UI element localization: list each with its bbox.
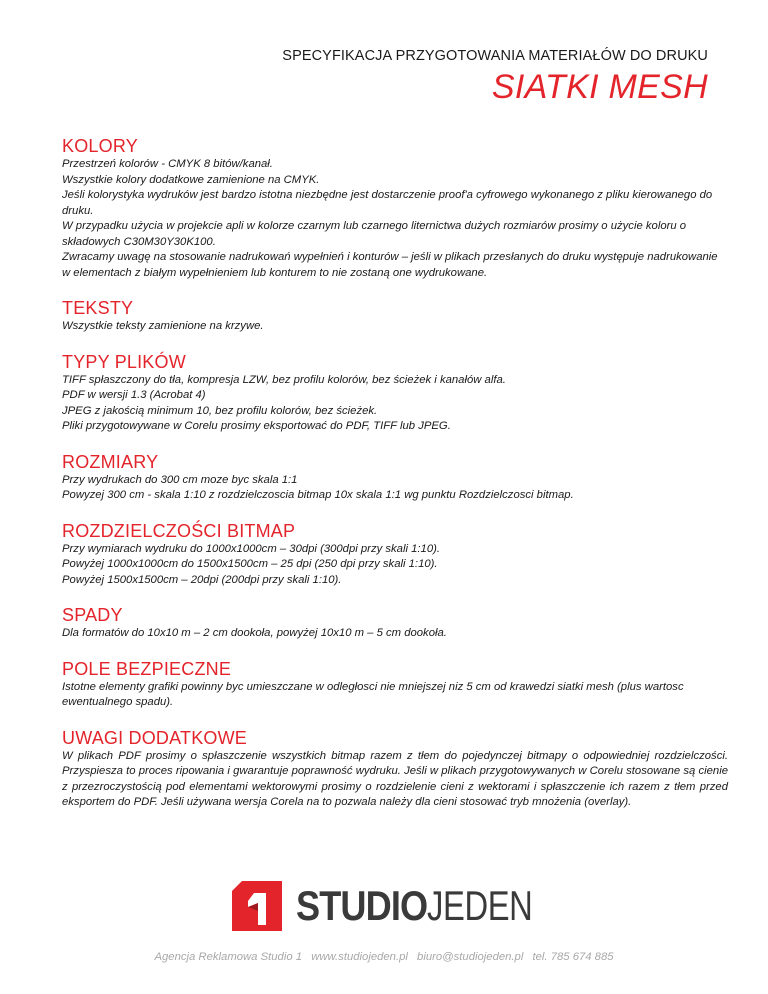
- section-typy-plikow: [62, 351, 728, 435]
- section-heading: ROZMIARY: [62, 451, 159, 472]
- studio-jeden-logo: [232, 881, 562, 931]
- section-line: Powyzej 300 cm - skala 1:10 z rozdzielczoscia bitmap 10x skala 1:1 wg punktu Rozdzielczosci bitmap.: [62, 489, 574, 501]
- section-heading: KOLORY: [62, 136, 138, 156]
- document-footer: [0, 951, 768, 963]
- footer-email[interactable]: biuro@studiojeden.pl: [417, 951, 524, 963]
- section-line: Istotne elementy grafiki powinny byc umieszczane w odległosci nie mniejszej niz 5 cm od krawedzi siatki mesh (plus wartosc ewentualnego spadu).: [62, 680, 684, 708]
- section-uwagi-dodatkowe: [62, 727, 728, 811]
- section-kolory: [62, 135, 728, 281]
- logo-word-studio: STUDIO: [296, 882, 428, 929]
- section-heading: SPADY: [62, 605, 123, 625]
- document-header: [282, 0, 708, 106]
- section-heading: ROZDZIELCZOŚCI BITMAP: [62, 520, 296, 541]
- section-rozmiary: [62, 451, 728, 504]
- studio-jeden-mark-icon: [232, 881, 282, 931]
- logo-word-jeden: JEDEN: [426, 882, 533, 929]
- section-line: Pliki przygotowywane w Corelu prosimy eksportować do PDF, TIFF lub JPEG.: [62, 420, 451, 432]
- section-line: Wszystkie kolory dodatkowe zamienione na CMYK.: [62, 173, 320, 186]
- footer-agency: Agencja Reklamowa Studio 1: [154, 951, 303, 963]
- section-rozdzielczosci-bitmap: [62, 520, 728, 589]
- section-line: Wszystkie teksty zamienione na krzywe.: [62, 320, 264, 332]
- section-spady: [62, 604, 728, 642]
- section-line: Przy wydrukach do 300 cm moze byc skala 1:1: [62, 473, 298, 486]
- section-line: Zwracamy uwagę na stosowanie nadrukowań wypełnień i konturów – jeśli w plikach przesłanych do druku występuje nadrukowanie w elementach z białym wypełnieniem lub konturem to nie zostaną one wydrukowane.: [62, 251, 718, 279]
- section-line: Powyżej 1000x1000cm do 1500x1500cm – 25 dpi (250 dpi przy skali 1:10).: [62, 558, 438, 570]
- section-heading: TEKSTY: [62, 298, 134, 318]
- section-line: JPEG z jakością minimum 10, bez profilu kolorów, bez ścieżek.: [62, 404, 378, 417]
- section-pole-bezpieczne: [62, 658, 728, 711]
- section-line: Dla formatów do 10x10 m – 2 cm dookoła, powyżej 10x10 m – 5 cm dookoła.: [62, 627, 447, 639]
- section-line: Powyżej 1500x1500cm – 20dpi (200dpi przy skali 1:10).: [62, 573, 342, 586]
- specification-content: [62, 135, 728, 827]
- section-teksty: [62, 297, 728, 335]
- document-title: SIATKI MESH: [491, 68, 708, 106]
- section-line: TIFF spłaszczony do tła, kompresja LZW, bez profilu kolorów, bez ścieżek i kanałów alfa.: [62, 373, 506, 386]
- section-line: Jeśli kolorystyka wydruków jest bardzo istotna niezbędne jest dostarczenie proof'a cyfrowego wykonanego z pliku kierowanego do druku.: [62, 189, 713, 217]
- section-heading: TYPY PLIKÓW: [62, 351, 186, 372]
- section-line: Przestrzeń kolorów - CMYK 8 bitów/kanał.: [62, 158, 273, 170]
- section-line: W przypadku użycia w projekcie apli w kolorze czarnym lub czarnego liternictwa dużych rozmiarów prosimy o użycie koloru o składowych C30M30Y30K100.: [62, 220, 687, 248]
- section-heading: UWAGI DODATKOWE: [62, 727, 247, 748]
- section-line: PDF w wersji 1.3 (Acrobat 4): [62, 389, 206, 401]
- section-paragraph: W plikach PDF prosimy o spłaszczenie wszystkich bitmap razem z tłem do pojedynczej bitmapy o odpowiedniej rozdzielczości. Przyspiesza to proces ripowania i gwarantuje poprawność wydruku. Jeśli w plikach przygotowywanych w Corelu stosowane są cienie z przezroczystością pod elementami wektorowymi prosimy o rozdzielenie cieni z wektorami i spłaszczenie ich razem z tłem przed eksportem do PDF. Jeśli używana wersja Corela na to pozwala należy dla cieni stosować tryb mnożenia (overlay).: [62, 749, 728, 808]
- section-line: Przy wymiarach wydruku do 1000x1000cm – 30dpi (300dpi przy skali 1:10).: [62, 542, 441, 555]
- document-supertitle: SPECYFIKACJA PRZYGOTOWANIA MATERIAŁÓW DO DRUKU: [282, 48, 708, 64]
- footer-phone: tel. 785 674 885: [532, 951, 614, 963]
- footer-website[interactable]: www.studiojeden.pl: [311, 951, 408, 963]
- section-heading: POLE BEZPIECZNE: [62, 658, 232, 679]
